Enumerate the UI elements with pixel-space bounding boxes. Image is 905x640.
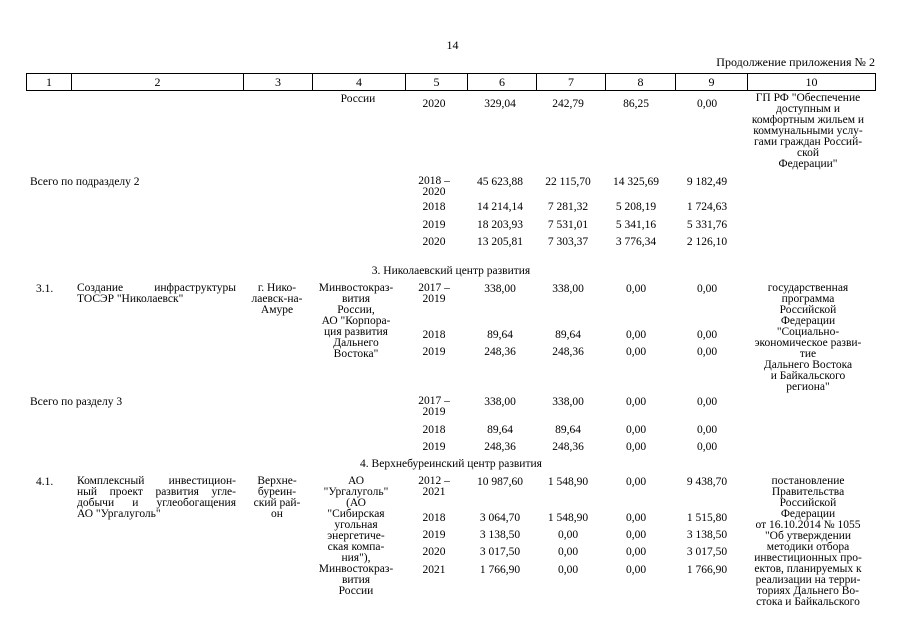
section-3-item-name-line1: Создание инфраструктуры — [77, 282, 236, 294]
total2-r1-c6: 14 214,14 — [477, 201, 523, 213]
total2-r3-c9: 2 126,10 — [686, 236, 728, 248]
total3-r0-c7: 338,00 — [552, 396, 584, 408]
total3-r0-c9: 0,00 — [696, 396, 718, 408]
s4-r4-c8: 0,00 — [625, 564, 647, 576]
s3-r0-c7: 338,00 — [552, 283, 584, 295]
s4-r3-c6: 3 017,50 — [479, 546, 521, 558]
page-number: 14 — [446, 38, 459, 52]
section-4-place: Верхне- буреин- ский рай- он — [253, 475, 301, 520]
total2-r0-c9: 9 182,49 — [686, 176, 728, 188]
section-3-title: 3. Николаевский центр развития — [371, 265, 531, 277]
total3-r1-c7: 89,64 — [555, 424, 581, 436]
section-4-item-name-line3: добычи и углеобогащения — [77, 497, 236, 509]
block-a-c8: 86,25 — [623, 98, 649, 110]
s4-r4-c7: 0,00 — [557, 564, 579, 576]
total2-r2-c6: 18 203,93 — [477, 219, 523, 231]
s3-r2-c8: 0,00 — [625, 346, 647, 358]
column-number-header — [26, 73, 876, 91]
total3-r1-c8: 0,00 — [625, 424, 647, 436]
continuation-label: Продолжение приложения № 2 — [716, 55, 875, 69]
s4-r3-c9: 3 017,50 — [686, 546, 728, 558]
section-3-place: г. Нико- лаевск-на- Амуре — [251, 282, 303, 316]
section-3-item-number: 3.1. — [36, 283, 54, 295]
s3-r2-c6: 248,36 — [484, 346, 516, 358]
col-num-4: 4 — [313, 74, 406, 91]
total2-r1-c8: 5 208,19 — [615, 201, 657, 213]
total2-r0-c8: 14 325,69 — [613, 176, 659, 188]
col-num-7: 7 — [537, 74, 606, 91]
s4-r3-c7: 0,00 — [557, 546, 579, 558]
s3-r0-c8: 0,00 — [625, 283, 647, 295]
block-a-executor: России — [340, 93, 376, 105]
s3-r1-c9: 0,00 — [696, 329, 718, 341]
section-3-program: государственная программа Российской Федерации "Социально- экономическое разви- тие Дальнего Востока и Байкальского региона" — [754, 282, 862, 393]
s4-r0-c6: 10 987,60 — [477, 476, 523, 488]
col-num-5: 5 — [406, 74, 468, 91]
block-a-year: 2020 — [422, 98, 446, 110]
s3-r2-c7: 248,36 — [552, 346, 584, 358]
s3-r0-c6: 338,00 — [484, 283, 516, 295]
total3-r1-c6: 89,64 — [487, 424, 513, 436]
s4-r2-year: 2019 — [422, 529, 446, 541]
s4-r1-c9: 1 515,80 — [686, 512, 728, 524]
total-subsection-2-label: Всего по подразделу 2 — [30, 176, 140, 188]
section-4-item-name-line1: Комплексный инвестицион- — [77, 475, 236, 487]
section-3-executor: Минвостокраз- вития России, АО "Корпора- ция развития Дальнего Востока" — [318, 282, 394, 360]
block-a-program: ГП РФ "Обеспечение доступным и комфортным жильем и коммунальными услу- гами граждан Россий- ской Федерации" — [751, 92, 865, 170]
total2-r2-c8: 5 341,16 — [615, 219, 657, 231]
total2-r0-c7: 22 115,70 — [545, 176, 591, 188]
s4-r1-c8: 0,00 — [625, 512, 647, 524]
col-num-6: 6 — [468, 74, 537, 91]
s3-r1-c6: 89,64 — [487, 329, 513, 341]
s4-r2-c7: 0,00 — [557, 529, 579, 541]
total-section-3-label: Всего по разделу 3 — [30, 396, 123, 408]
total2-r1-c9: 1 724,63 — [686, 201, 728, 213]
total2-r2-year: 2019 — [422, 219, 446, 231]
total3-r2-year: 2019 — [422, 441, 446, 453]
total3-r1-c9: 0,00 — [696, 424, 718, 436]
s4-r2-c8: 0,00 — [625, 529, 647, 541]
total2-r0-c6: 45 623,88 — [477, 176, 523, 188]
total2-r2-c7: 7 531,01 — [547, 219, 589, 231]
total2-r1-c7: 7 281,32 — [547, 201, 589, 213]
s4-r3-c8: 0,00 — [625, 546, 647, 558]
s4-r3-year: 2020 — [422, 546, 446, 558]
total2-r3-c6: 13 205,81 — [477, 236, 523, 248]
block-a-c6: 329,04 — [484, 98, 516, 110]
total3-r2-c8: 0,00 — [625, 441, 647, 453]
s4-r1-year: 2018 — [422, 512, 446, 524]
total2-r2-c9: 5 331,76 — [686, 219, 728, 231]
total3-r0-c8: 0,00 — [625, 396, 647, 408]
col-num-9: 9 — [676, 74, 748, 91]
total2-r3-c7: 7 303,37 — [547, 236, 589, 248]
section-4-item-name-line2: ный проект развития угле- — [77, 486, 236, 498]
section-4-executor: АО "Ургалуголь" (АО "Сибирская угольная энергетиче- ская компа- ния"), Минвостокраз- вития России — [318, 475, 394, 597]
total3-r2-c7: 248,36 — [552, 441, 584, 453]
block-a-c7: 242,79 — [552, 98, 584, 110]
col-num-2: 2 — [72, 74, 244, 91]
section-3-item-name-line2: ТОСЭР "Николаевск" — [77, 293, 184, 305]
s3-r2-year: 2019 — [422, 346, 446, 358]
s4-r4-c6: 1 766,90 — [479, 564, 521, 576]
total2-r1-year: 2018 — [422, 201, 446, 213]
s4-r4-c9: 1 766,90 — [686, 564, 728, 576]
col-num-10: 10 — [748, 74, 876, 91]
s4-r4-year: 2021 — [422, 564, 446, 576]
section-4-title: 4. Верхнебуреинский центр развития — [360, 458, 542, 470]
s4-r0-year: 2012 – 2021 — [418, 475, 450, 498]
s3-r2-c9: 0,00 — [696, 346, 718, 358]
s4-r0-c9: 9 438,70 — [686, 476, 728, 488]
col-num-8: 8 — [606, 74, 676, 91]
total3-year-range: 2017 – 2019 — [418, 395, 450, 418]
total3-r1-year: 2018 — [422, 424, 446, 436]
s4-r0-c7: 1 548,90 — [547, 476, 589, 488]
col-num-1: 1 — [27, 74, 72, 91]
s4-r2-c6: 3 138,50 — [479, 529, 521, 541]
col-num-3: 3 — [244, 74, 313, 91]
s4-r1-c7: 1 548,90 — [547, 512, 589, 524]
section-4-program: постановление Правительства Российской Федерации от 16.10.2014 № 1055 "Об утверждении методики отбора инвестиционных про- ектов, планируемых к реализации на терри- ториях Дальнего Во- стока и Байкальского — [754, 475, 862, 608]
s3-r0-year: 2017 – 2019 — [418, 282, 450, 305]
total3-r2-c9: 0,00 — [696, 441, 718, 453]
s4-r0-c8: 0,00 — [625, 476, 647, 488]
s3-r1-year: 2018 — [422, 329, 446, 341]
total2-r3-c8: 3 776,34 — [615, 236, 657, 248]
s3-r0-c9: 0,00 — [696, 283, 718, 295]
s3-r1-c7: 89,64 — [555, 329, 581, 341]
total3-r2-c6: 248,36 — [484, 441, 516, 453]
section-4-item-name-line4: АО "Ургалуголь" — [77, 508, 161, 520]
section-4-item-number: 4.1. — [36, 476, 54, 488]
total2-r3-year: 2020 — [422, 236, 446, 248]
s3-r1-c8: 0,00 — [625, 329, 647, 341]
s4-r2-c9: 3 138,50 — [686, 529, 728, 541]
s4-r1-c6: 3 064,70 — [479, 512, 521, 524]
total3-r0-c6: 338,00 — [484, 396, 516, 408]
block-a-c9: 0,00 — [696, 98, 718, 110]
total2-year-range: 2018 – 2020 — [418, 175, 450, 198]
